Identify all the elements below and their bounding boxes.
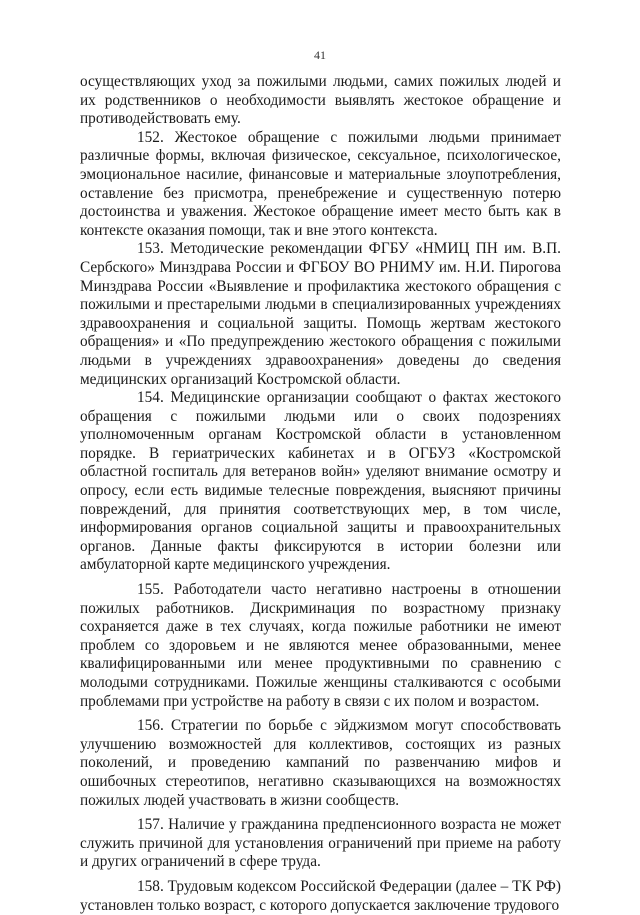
paragraph-154: 154. Медицинские организации сообщают о фактах жестокого обращения с пожилыми людьми или о своих подозрениях уполномоченным органам Костромской области в установленном порядке. В гериатрических кабинетах и в ОГБУЗ «Костромской областной госпиталь для ветеранов войн» уделяют внимание осмотру и опросу, если есть видимые телесные повреждения, выясняют причины повреждений, для принятия соответствующих мер, в том числе, информирования органов социальной защиты и правоохранительных органов. Данные факты фиксируются в истории болезни или амбулаторной карте медицинского учреждения.: [80, 389, 561, 574]
body-text: [80, 73, 561, 915]
paragraph-152: 152. Жестокое обращение с пожилыми людьми принимает различные формы, включая физическое, сексуальное, психологическое, эмоциональное насилие, финансовые и материальные злоупотребления, оставление без присмотра, пренебрежение и существенную потерю достоинства и уважения. Жестокое обращение имеет место быть как в контексте оказания помощи, так и вне этого контекста.: [80, 128, 561, 239]
paragraph-155: 155. Работодатели часто негативно настроены в отношении пожилых работников. Дискриминация по возрастному признаку сохраняется даже в тех случаях, когда пожилые работники не имеют проблем со здоровьем и не являются менее образованными, менее квалифицированными или менее продуктивными по сравнению с молодыми сотрудниками. Пожилые женщины сталкиваются с особыми проблемами при устройстве на работу в связи с их полом и возрастом.: [80, 581, 561, 710]
page-number: 41: [314, 48, 326, 62]
paragraph-157: 157. Наличие у гражданина предпенсионного возраста не может служить причиной для установления ограничений при приеме на работу и других ограничений в сфере труда.: [80, 816, 561, 871]
paragraph-153: 153. Методические рекомендации ФГБУ «НМИЦ ПН им. В.П. Сербского» Минздрава России и ФГБОУ ВО РНИМУ им. Н.И. Пирогова Минздрава России «Выявление и профилактика жестокого обращения с пожилыми и престарелыми людьми в специализированных учреждениях здравоохранения и социальной защиты. Помощь жертвам жестокого обращения» и «По предупреждению жестокого обращения с пожилыми людьми в учреждениях здравоохранения» доведены до сведения медицинских организаций Костромской области.: [80, 240, 561, 388]
paragraph-156: 156. Стратегии по борьбе с эйджизмом могут способствовать улучшению возможностей для коллективов, состоящих из разных поколений, и проведению кампаний по развенчанию мифов и ошибочных стереотипов, негативно сказывающихся на возможностях пожилых людей участвовать в жизни сообществ.: [80, 717, 561, 809]
paragraph-continuation: осуществляющих уход за пожилыми людьми, самих пожилых людей и их родственников о необходимости выявлять жестокое обращение и противодействовать ему.: [80, 73, 561, 128]
paragraph-158: 158. Трудовым кодексом Российской Федерации (далее – ТК РФ) установлен только возраст, с которого допускается заключение трудового: [80, 877, 561, 914]
